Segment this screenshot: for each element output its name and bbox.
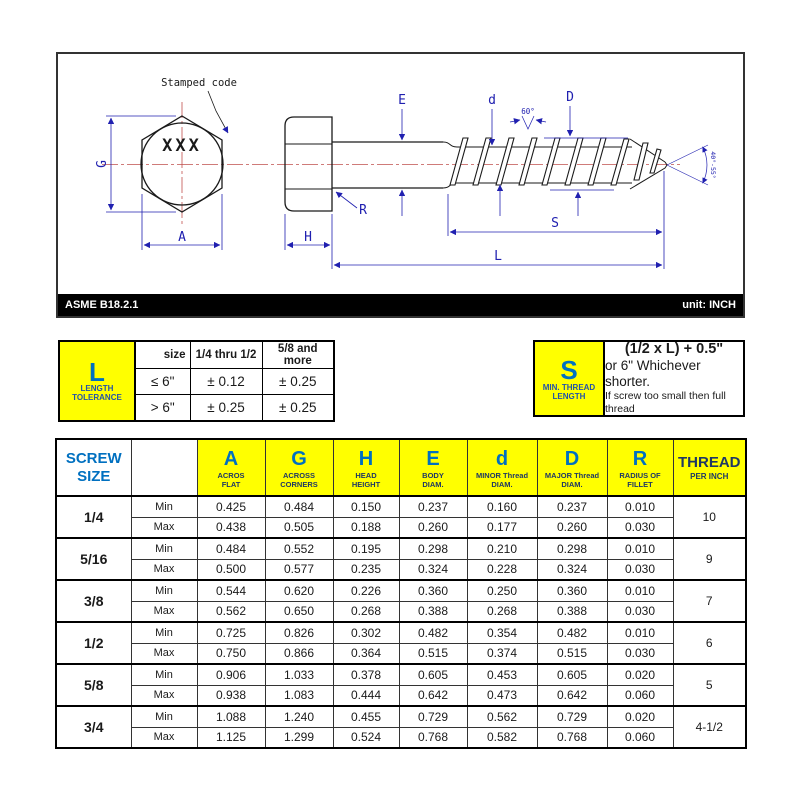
table-cell: 0.195 [333,538,399,559]
max-label: Max [131,517,197,538]
table-cell: ± 0.25 [190,395,262,421]
table-row [56,538,746,559]
thread-length-formula: (1/2 x L) + 0.5" [624,341,724,357]
table-row [56,664,746,685]
column-header-g: G ACROSS CORNERS [265,439,333,496]
min-thread-length-letter: S [560,354,578,385]
table-cell: 0.030 [607,601,673,622]
stamped-code-label: Stamped code [161,77,237,89]
table-row [56,727,746,748]
table-cell: ± 0.12 [190,369,262,395]
dimension-labels [95,90,717,264]
table-cell: 0.298 [537,538,607,559]
table-cell: 0.562 [467,706,537,727]
table-cell: 0.298 [399,538,467,559]
unit-label: unit: INCH [682,299,736,311]
dim-label-e: E [398,93,406,108]
table-cell: 0.228 [467,559,537,580]
stamped-code-leader [208,91,228,133]
minmax-header [131,439,197,496]
table-cell: 0.060 [607,685,673,706]
table-cell: ≤ 6" [135,369,190,395]
table-cell: 0.226 [333,580,399,601]
table-cell: 1.083 [265,685,333,706]
dim-label-r: R [359,203,367,218]
table-cell: 0.302 [333,622,399,643]
table-cell: 0.605 [399,664,467,685]
table-cell: 0.524 [333,727,399,748]
column-header: size [135,341,190,369]
table-cell: 0.768 [537,727,607,748]
thread-length-note: If screw too small then full thread [605,390,726,415]
table-cell: 0.030 [607,643,673,664]
column-header-h: H HEAD HEIGHT [333,439,399,496]
dim-label-d-major: D [566,90,574,105]
table-cell: 0.484 [197,538,265,559]
standard-bar [58,294,743,316]
dim-label-l: L [494,249,502,264]
table-cell: 1.125 [197,727,265,748]
table-cell: 0.324 [537,559,607,580]
table-cell: 0.235 [333,559,399,580]
table-row [56,643,746,664]
drawing-frame [56,52,745,318]
table-cell: 0.906 [197,664,265,685]
max-label: Max [131,727,197,748]
table-cell: 0.010 [607,622,673,643]
table-cell: 0.444 [333,685,399,706]
table-cell: 0.552 [265,538,333,559]
table-cell: 0.605 [537,664,607,685]
dim-label-g: G [95,160,110,168]
min-label: Min [131,664,197,685]
table-cell: 0.768 [399,727,467,748]
table-cell: 0.473 [467,685,537,706]
table-cell: 0.010 [607,496,673,517]
min-thread-length-body [605,342,743,415]
table-cell: 0.642 [537,685,607,706]
thread-teeth [450,138,661,185]
table-cell: 0.150 [333,496,399,517]
column-header-d-minor: d MINOR Thread DIAM. [467,439,537,496]
table-row [56,496,746,517]
table-cell: 0.388 [537,601,607,622]
tpi-cell: 10 [673,496,746,538]
table-cell: 0.360 [537,580,607,601]
standard-name: ASME B18.2.1 [65,299,139,311]
column-header: 5/8 and more [262,341,334,369]
column-header: 1/4 thru 1/2 [190,341,262,369]
table-cell: 1.240 [265,706,333,727]
table-cell: 0.620 [265,580,333,601]
table-cell: 0.505 [265,517,333,538]
table-cell: 0.482 [537,622,607,643]
dim-label-a: A [178,230,186,245]
table-cell: 0.725 [197,622,265,643]
table-cell: 0.268 [467,601,537,622]
table-cell: 0.020 [607,664,673,685]
table-cell: 0.030 [607,517,673,538]
table-cell: 0.060 [607,727,673,748]
table-row [56,559,746,580]
table-cell: 1.033 [265,664,333,685]
table-cell: ± 0.25 [262,395,334,421]
table-cell: 0.250 [467,580,537,601]
min-label: Min [131,538,197,559]
table-cell: 0.268 [333,601,399,622]
table-cell: 0.237 [399,496,467,517]
dim-label-s: S [551,216,559,231]
min-thread-length-subtitle: MIN. THREAD [542,382,596,392]
table-cell: 0.866 [265,643,333,664]
tpi-cell: 5 [673,664,746,706]
table-cell: 1.088 [197,706,265,727]
table-cell: 0.650 [265,601,333,622]
thread-length-alt: or 6" Whichever shorter. [605,358,701,389]
min-thread-length-title-cell: S MIN. THREAD LENGTH [535,342,605,415]
column-header-a: A ACROS FLAT [197,439,265,496]
table-cell: 0.438 [197,517,265,538]
table-cell: 0.577 [265,559,333,580]
screw-size-header: SCREW SIZE [56,439,131,496]
table-cell: 0.938 [197,685,265,706]
table-cell: > 6" [135,395,190,421]
table-cell: 0.210 [467,538,537,559]
dim-label-h: H [304,230,312,245]
stamp-text: XXX [162,136,202,156]
table-cell: 0.260 [399,517,467,538]
table-cell: 0.544 [197,580,265,601]
max-label: Max [131,643,197,664]
table-cell: 0.515 [537,643,607,664]
table-cell: 1.299 [265,727,333,748]
min-label: Min [131,706,197,727]
dim-label-d-minor: d [488,93,496,108]
table-cell: 0.642 [399,685,467,706]
size-cell: 3/4 [56,706,131,748]
table-row [56,601,746,622]
size-cell: 5/8 [56,664,131,706]
dimensions-table [55,438,747,749]
size-cell: 5/16 [56,538,131,580]
column-header-thread: THREAD PER INCH [673,439,746,496]
table-cell: 0.160 [467,496,537,517]
table-cell: 0.500 [197,559,265,580]
column-header-r: R RADIUS OF FILLET [607,439,673,496]
max-label: Max [131,685,197,706]
table-cell: 0.484 [265,496,333,517]
table-cell: 0.425 [197,496,265,517]
max-label: Max [131,601,197,622]
table-cell: 0.455 [333,706,399,727]
table-header-row [56,439,746,496]
thread-angle-label: 60° [521,107,535,116]
table-cell: 0.482 [399,622,467,643]
table-cell: 0.237 [537,496,607,517]
max-label: Max [131,559,197,580]
table-cell: 0.562 [197,601,265,622]
table-row [56,622,746,643]
size-cell: 1/2 [56,622,131,664]
size-cell: 3/8 [56,580,131,622]
table-cell: 0.354 [467,622,537,643]
table-cell: 0.030 [607,559,673,580]
tpi-cell: 4-1/2 [673,706,746,748]
tpi-cell: 7 [673,580,746,622]
length-tolerance-letter: L [89,356,105,387]
table-cell: 0.020 [607,706,673,727]
table-cell: 0.010 [607,538,673,559]
tpi-cell: 6 [673,622,746,664]
table-cell: 0.364 [333,643,399,664]
table-cell: 0.453 [467,664,537,685]
tpi-cell: 9 [673,538,746,580]
table-cell: 0.177 [467,517,537,538]
table-cell: 0.378 [333,664,399,685]
column-header-e: E BODY DIAM. [399,439,467,496]
point-angle-label: 40°-55° [709,151,717,179]
table-cell: 0.374 [467,643,537,664]
min-label: Min [131,496,197,517]
length-tolerance-title-cell: L LENGTH TOLERANCE [59,341,135,421]
min-thread-length-note [533,340,745,417]
table-cell: 0.324 [399,559,467,580]
size-cell: 1/4 [56,496,131,538]
length-tolerance-table [58,340,335,422]
min-label: Min [131,622,197,643]
table-cell: 0.729 [537,706,607,727]
table-cell: 0.582 [467,727,537,748]
table-cell: 0.260 [537,517,607,538]
table-row [56,517,746,538]
table-cell: ± 0.25 [262,369,334,395]
table-row [56,706,746,727]
min-label: Min [131,580,197,601]
table-cell: 0.188 [333,517,399,538]
length-tolerance-subtitle: LENGTH [80,383,114,393]
table-cell: 0.360 [399,580,467,601]
table-cell: 0.515 [399,643,467,664]
table-cell: 0.826 [265,622,333,643]
table-cell: 0.010 [607,580,673,601]
lag-screw-drawing [58,54,743,294]
table-cell: 0.750 [197,643,265,664]
table-cell: 0.388 [399,601,467,622]
table-row [56,685,746,706]
column-header-d-major: D MAJOR Thread DIAM. [537,439,607,496]
table-cell: 0.729 [399,706,467,727]
table-row [56,580,746,601]
